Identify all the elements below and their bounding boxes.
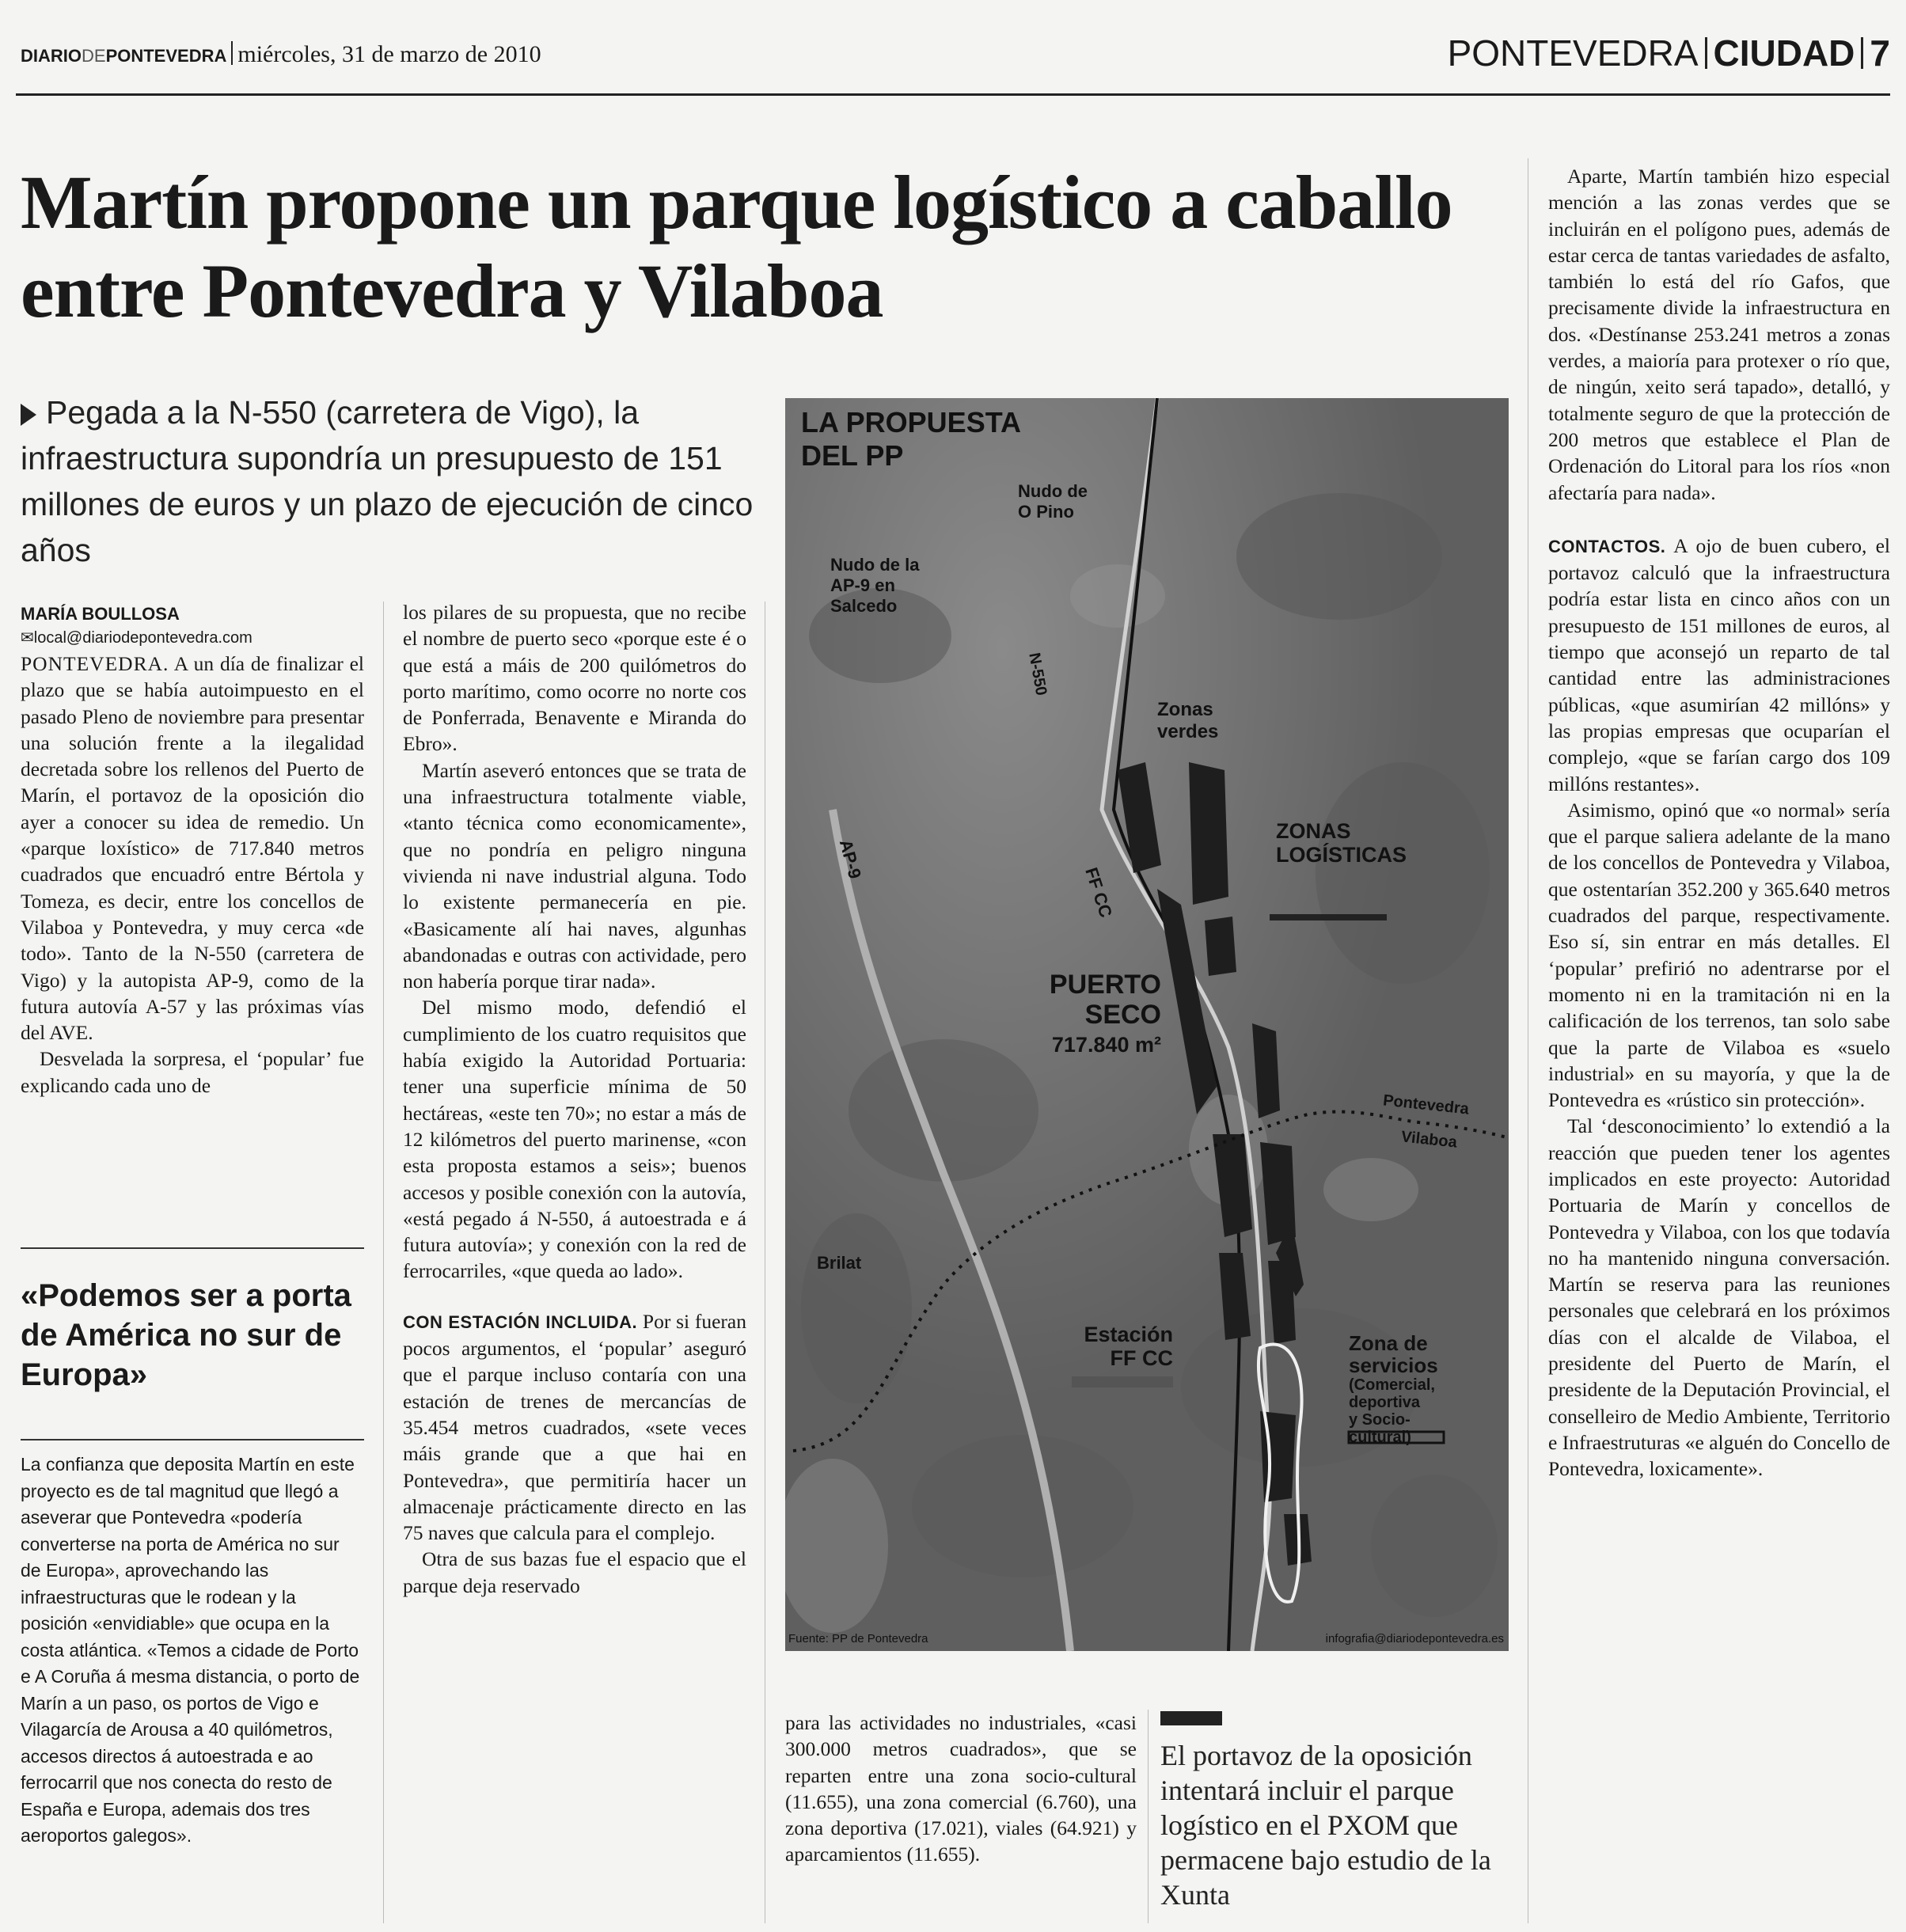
newspaper-logo: DIARIODEPONTEVEDRA: [21, 46, 227, 66]
paragraph: Aparte, Martín también hizo especial mención a las zonas verdes que se incluirán en el polígono pues, además de estar cerca de tantas variedades de asfalto, también lo está del río Gafos, que precisamente divide la infraestructura en dos. «Destínanse 253.241 metros a zonas verdes, a maioría para protexer o río que, de ningún, xeito será tapado», detalló, y totalmente seguro de que la protección de 200 metros que establece el Plan de Ordenación do Litoral para los ríos «non afectaría para nada».: [1548, 165, 1890, 504]
pull-quote-rule: [21, 1247, 364, 1249]
map-source: Fuente: PP de Pontevedra: [788, 1632, 928, 1645]
paragraph: Otra de sus bazas fue el espacio que el parque deja reservado: [403, 1547, 746, 1597]
sidebar-rule: [21, 1439, 364, 1440]
page-number: 7: [1870, 32, 1890, 74]
paragraph: Del mismo modo, defendió el cumplimiento de los cuatro requisitos que había exigido la Autoridad Portuaria: tener una superficie mínima de 50 hectáreas, «este ten 70»; no estar a más de 12 kilómetros del puerto marinense, «con esta proposta estamos a seis»; buenos accesos y posible conexión con la autovía, «está pegado á N-550, á autoestrada e á futura autovía»; y conexión con la red de ferrocarriles, «que queda ao lado».: [403, 996, 746, 1283]
paragraph: Desvelada la sorpresa, el ‘popular’ fue explicando cada uno de: [21, 1047, 364, 1097]
map-label-nudo-ap9: Nudo de la AP-9 en Salcedo: [830, 555, 920, 616]
sidebar-text: La confianza que deposita Martín en este proyecto es de tal magnitud que llegó a aseverar que Pontevedra «podería converterse na porta de América no sur de Europa», aprovechando las infraestructuras que le rodean y la posición «envidiable» que ocupa en la costa atlántica. «Temos a cidade de Porto e A Coruña á mesma distancia, o porto de Marín a un paso, os portos de Vigo e Vilagarcía de Arousa a 40 quilómetros, accesos directos á autoestrada e ao ferrocarril que nos conecta do resto de España e Europa, ademais dos tres aeroportos galegos».: [21, 1454, 360, 1846]
map-label-nudo-pino: Nudo de O Pino: [1018, 481, 1088, 522]
article-column-4: [1548, 163, 1890, 1482]
article-column-3: [785, 1710, 1137, 1868]
paragraph: para las actividades no industriales, «casi 300.000 metros cuadrados», que se reparten entre una zona socio-cultural (11.655), una zona comercial (6.760), una zona deportiva (17.021), viales (64.921) y aparcamientos (11.655).: [785, 1711, 1137, 1866]
map-label-n550: N-550: [1025, 651, 1050, 697]
map-label-ap9: AP-9: [835, 837, 865, 881]
map-label-ffcc: FF CC: [1081, 865, 1117, 920]
subheadline: Pegada a la N-550 (carretera de Vigo), la infraestructura supondría un presupuesto de 151 millones de euros y un plazo de ejecución de cinco años: [21, 394, 754, 568]
map-infographic: [785, 398, 1509, 1651]
paragraph: CONTACTOS. A ojo de buen cubero, el portavoz calculó que la infraestructura podría estar lista en cinco años con un presupuesto de 151 millones de euros, al tiempo que aconsejó un reparto de tal cantidad entre las administraciones públicas, «que asumirían 42 millóns» y las propias empresas que ocuparían el complejo, «que se farían cargo dos 109 millóns restantes».: [1548, 533, 1890, 795]
map-label-pontevedra: Pontevedra: [1382, 1091, 1470, 1118]
paragraph: Asimismo, opinó que «o normal» sería que el parque saliera adelante de la mano de los concellos de Pontevedra y Vilaboa, que ostentarían 352.200 y 365.640 metros cuadrados del parque, respectivamente. Eso sí, sin entrar en más detalles. El ‘popular’ prefirió no adentrarse por el momento ni en la tramitación ni en la calificación de los terrenos, tan solo sabe que la parte de Vilaboa es «suelo industrial» en su mayoría, y que la de Pontevedra es «rústico sin protección».: [1548, 798, 1890, 1112]
paragraph: PONTEVEDRA. A un día de finalizar el plazo que se había autoimpuesto en el pasado Pleno de noviembre para presentar una solución frente a la ilegalidad decretada sobre los rellenos del Puerto de Marín, el portavoz de la oposición dio ayer a conocer su idea de remedio. Un «parque loxístico» de 717.840 metros cuadrados que encuadró entre Bértola y Tomeza, es decir, entre los concellos de Vilaboa y Pontevedra, y muy cerca «de todo». Tanto de la N-550 (carretera de Vigo) y la autopista AP-9, como de la futura autovía A-57 y las próximas vías del AVE.: [21, 652, 364, 1045]
map-credit: infografia@diariodepontevedra.es: [1325, 1632, 1504, 1645]
map-label-estacion: Estación FF CC: [1084, 1323, 1173, 1370]
headline: Martín propone un parque logístico a caballo entre Pontevedra y Vilaboa: [21, 160, 1452, 333]
pull-quote: «Podemos ser a porta de América no sur de Europa»: [21, 1278, 351, 1392]
column-divider: [383, 602, 384, 1923]
page-header-right: [1448, 32, 1890, 74]
paragraph: CON ESTACIÓN INCLUIDA. Por si fueran pocos argumentos, el ‘popular’ aseguró que el parque incluso contaría con una estación de trenes de mercancías de 35.454 metros cuadrados, «sete veces máis grande que a que hai en Pontevedra», que permitiría hacer un almacenaje prácticamente directo en las 75 naves que calcula para el complejo.: [403, 1309, 746, 1545]
envelope-icon: ✉: [21, 629, 34, 647]
callout-text: El portavoz de la oposición intentará incluir el parque logístico en el PXOM que permacene bajo estudio de la Xunta: [1160, 1740, 1491, 1911]
section-label: CIUDAD: [1713, 32, 1855, 74]
triangle-bullet-icon: [21, 404, 36, 426]
page-header-left: [21, 41, 541, 68]
map-label-vilaboa: Vilaboa: [1400, 1128, 1458, 1152]
callout-bar: [1160, 1711, 1222, 1725]
map-label-puerto-seco: PUERTO SECO 717.840 m²: [1049, 970, 1161, 1057]
map-title: LA PROPUESTA DEL PP: [801, 406, 1022, 472]
issue-date: miércoles, 31 de marzo de 2010: [237, 41, 541, 67]
author-email: ✉local@diariodepontevedra.com: [21, 629, 252, 647]
article-column-1: [21, 651, 364, 1099]
section-kicker: CONTACTOS.: [1548, 536, 1666, 556]
paragraph: Martín aseveró entonces que se trata de una infraestructura totalmente viable, «tanto técnica como economicamente», que no pondría en peligro ninguna vivienda ni nave industrial alguna. Todo lo existente permanecería en pie. «Basicamente alí hai naves, algunhas abandonadas e outras con actividade, pero non habería porque tirar nada».: [403, 758, 746, 993]
byline: MARÍA BOULLOSA: [21, 604, 180, 624]
paragraph: los pilares de su propuesta, que no recibe el nombre de puerto seco «porque este é o que está a máis de 200 quilómetros do porto marítimo, como ocorre no norte cos de Ponferrada, Benavente e Miranda do Ebro».: [403, 601, 746, 756]
map-label-zonas-logisticas: ZONAS LOGÍSTICAS: [1276, 819, 1407, 867]
map-label-brilat: Brilat: [817, 1253, 862, 1273]
article-column-2: [403, 599, 746, 1599]
map-label-zonas-verdes: Zonas verdes: [1157, 699, 1219, 742]
column-divider: [1148, 1710, 1149, 1923]
map-label-zona-servicios: Zona de servicios (Comercial, deportiva y Socio- cultural): [1349, 1331, 1438, 1446]
header-rule: [16, 93, 1890, 96]
section-kicker: CON ESTACIÓN INCLUIDA.: [403, 1311, 638, 1332]
paragraph: Tal ‘desconocimiento’ lo extendió a la reacción que pueden tener los agentes implicados en este proyecto: Autoridad Portuaria de Marín y concellos de Pontevedra y Vilaboa, con los que todavía no ha mantenido ninguna conversación. Martín se reserva para las reuniones personales que celebrará en los próximos días con el alcalde de Vilaboa, el presidente del Puerto de Marín, el presidente de la Deputación Provincial, el conselleiro de Medio Ambiente, Territorio e Infraestruturas «e alguén do Concello de Pontevedra, loxicamente».: [1548, 1114, 1890, 1481]
city-label: PONTEVEDRA: [1447, 32, 1699, 74]
